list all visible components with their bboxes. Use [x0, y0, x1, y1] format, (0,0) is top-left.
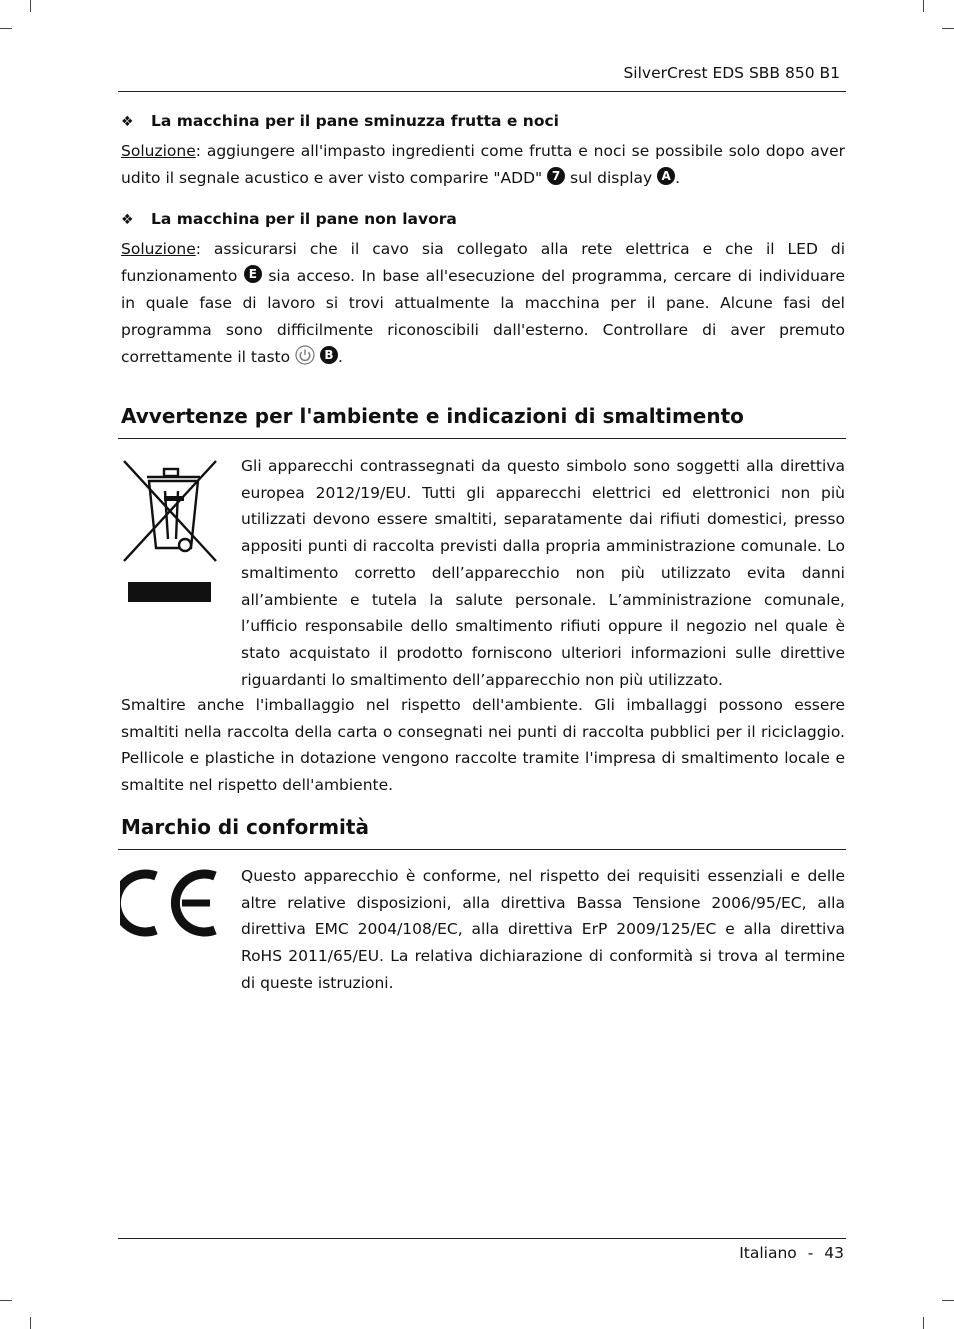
- footer: [739, 1244, 844, 1262]
- trouble-solution-2: [121, 236, 845, 374]
- trouble-title-2: La macchina per il pane non lavora: [151, 210, 457, 228]
- conformity-text: Questo apparecchio è conforme, nel rispetto dei requisiti essenziali e delle altre relative disposizioni, alla direttiva Bassa Tensione 2006/95/EC, alla direttiva EMC 2004/108/EC, alla direttiva ErP 2009/125/EC e alla direttiva RoHS 2011/65/EU. La relativa dichiarazione di conformità si trova al termine di queste istruzioni.: [241, 867, 845, 992]
- environment-rule: [118, 438, 846, 439]
- crop-mark: [0, 28, 12, 29]
- environment-heading: Avvertenze per l'ambiente e indicazioni di smaltimento: [121, 404, 744, 428]
- header-product: SilverCrest EDS SBB 850 B1: [623, 64, 840, 82]
- crop-mark: [0, 1300, 12, 1301]
- solution-text: sia acceso. In base all'esecuzione del programma, cercare di individuare in quale fase di lavoro si trovi attualmente la macchina per il pane. Alcune fasi del programma sono difficilmente riconoscibili dall'esterno. Controllare di aver premuto correttamente il tasto: [121, 267, 845, 366]
- conformity-heading: Marchio di conformità: [121, 815, 369, 839]
- solution-text: .: [675, 169, 681, 187]
- crop-mark: [30, 1317, 31, 1329]
- solution-text: sul display: [565, 169, 658, 187]
- crop-mark: [942, 1300, 954, 1301]
- solution-label: Soluzione: [121, 142, 196, 160]
- page-number: 43: [824, 1244, 844, 1262]
- packaging-text: Smaltire anche l'imballaggio nel rispetto dell'ambiente. Gli imballaggi possono essere smaltiti nella raccolta della carta o consegnati nei punti di raccolta pubblici per il riciclaggio. Pellicole e plastiche in dotazione vengono raccolte tramite l'impresa di smaltimento locale e smaltite nel rispetto dell'ambiente.: [121, 696, 845, 795]
- solution-text: : assicurarsi che il cavo sia collegato alla rete elettrica e che il LED di funzionamento: [121, 240, 845, 285]
- badge-a-icon: A: [657, 167, 675, 185]
- trouble-heading-1: [121, 112, 559, 130]
- solution-text: .: [337, 348, 343, 366]
- solution-text: : aggiungere all'impasto ingredienti come frutta e noci se possibile solo dopo aver udito il segnale acustico e aver visto comparire "ADD": [121, 142, 845, 187]
- diamond-bullet-icon: ❖: [121, 114, 134, 130]
- power-button-icon: [295, 345, 315, 374]
- header-rule: [118, 91, 846, 92]
- diamond-bullet-icon: ❖: [121, 212, 134, 228]
- trouble-heading-2: [121, 210, 457, 228]
- crop-mark: [923, 1317, 924, 1329]
- conformity-rule: [118, 849, 846, 850]
- crop-mark: [942, 28, 954, 29]
- crop-mark: [923, 0, 924, 12]
- weee-text: Gli apparecchi contrassegnati da questo simbolo sono soggetti alla direttiva europea 2012/19/EU. Tutti gli apparecchi elettrici ed elettronici non più utilizzati devono essere smaltiti, separatamente dai rifiuti domestici, presso appositi punti di raccolta previsti dalla propria amministrazione comunale. Lo smaltimento corretto dell’apparecchio non più utilizzato evita danni all’ambiente e tutela la salute personale. L’amministrazione comunale, l’ufficio responsabile dello smaltimento rifiuti oppure il negozio nel quale è stato acquistato il prodotto forniscono ulteriori informazioni sulle direttive riguardanti lo smaltimento dell’apparecchio non più utilizzato.: [241, 457, 845, 689]
- trouble-solution-1: [121, 138, 845, 192]
- badge-e-icon: E: [244, 265, 262, 283]
- badge-7-icon: 7: [547, 167, 565, 185]
- solution-label: Soluzione: [121, 240, 196, 258]
- crop-mark: [30, 0, 31, 12]
- badge-b-icon: B: [320, 346, 338, 364]
- footer-separator: -: [807, 1244, 814, 1262]
- trouble-title-1: La macchina per il pane sminuzza frutta e noci: [151, 112, 559, 130]
- crossed-bin-icon: [120, 459, 220, 605]
- footer-language: Italiano: [739, 1244, 797, 1262]
- footer-rule: [118, 1238, 846, 1239]
- ce-mark-icon: [120, 866, 220, 940]
